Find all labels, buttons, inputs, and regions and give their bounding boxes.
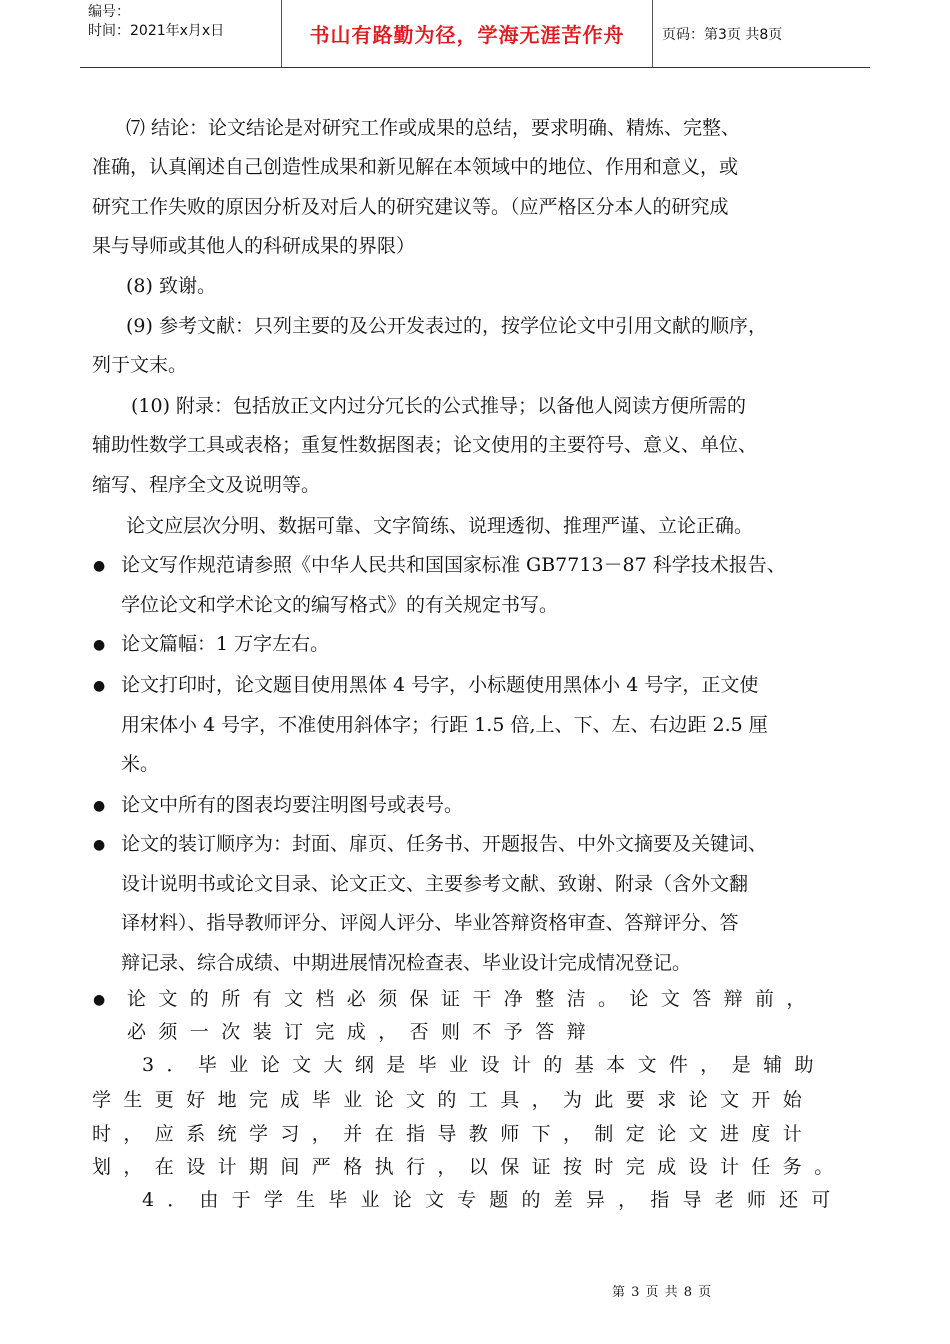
text-line: 米。 xyxy=(121,753,160,775)
text-line: 必须一次装订完成，否则不予答辩 xyxy=(127,1021,599,1043)
text-line: 论文的装订顺序为：封面、扉页、任务书、开题报告、中外文摘要及关键词、 xyxy=(121,833,768,855)
text-line: 论文打印时，论文题目使用黑体 4 号字，小标题使用黑体小 4 号字，正文使 xyxy=(121,674,759,696)
text-line: 论文篇幅：1 万字左右。 xyxy=(121,633,330,655)
header-meta xyxy=(80,0,280,67)
header-motto xyxy=(281,0,653,67)
motto-text: 书山有路勤为径，学海无涯苦作舟 xyxy=(309,23,625,47)
text-line: 论文中所有的图表均要注明图号或表号。 xyxy=(121,794,464,816)
text-line: (10) 附录：包括放正文内过分冗长的公式推导；以备他人阅读方便所需的 xyxy=(131,395,747,417)
text-line: 译材料）、指导教师评分、评阅人评分、毕业答辩资格审查、答辩评分、答 xyxy=(121,912,739,934)
text-line: 4．由于学生毕业论文专题的差异，指导老师还可 xyxy=(142,1189,844,1211)
text-line: 准确，认真阐述自己创造性成果和新见解在本领域中的地位、作用和意义，或 xyxy=(92,156,739,178)
bullet-icon: ● xyxy=(93,798,106,814)
bullet-icon: ● xyxy=(93,992,106,1008)
text-line: 用宋体小 4 号字，不准使用斜体字；行距 1.5 倍,上、下、左、右边距 2.5 厘 xyxy=(121,714,768,736)
text-line: 设计说明书或论文目录、论文正文、主要参考文献、致谢、附录（含外文翻 xyxy=(121,873,749,895)
date-label: 时间：2021年x月x日 xyxy=(88,23,225,39)
text-line: 研究工作失败的原因分析及对后人的研究建议等。（应严格区分本人的研究成 xyxy=(92,196,729,218)
bullet-icon: ● xyxy=(93,678,106,694)
text-line: 辅助性数学工具或表格；重复性数据图表；论文使用的主要符号、意义、单位、 xyxy=(92,434,758,456)
page-footer: 第 3 页 共 8 页 xyxy=(612,1285,713,1300)
text-line: 果与导师或其他人的科研成果的界限） xyxy=(92,235,416,257)
bullet-icon: ● xyxy=(93,837,106,853)
page-header xyxy=(80,0,870,68)
bullet-icon: ● xyxy=(93,637,106,653)
text-line: 时，应系统学习，并在指导教师下，制定论文进度计 xyxy=(92,1123,815,1145)
bullet-icon: ● xyxy=(93,558,106,574)
text-line: 缩写、程序全文及说明等。 xyxy=(92,474,321,496)
text-line: 辩记录、综合成绩、中期进展情况检查表、毕业设计完成情况登记。 xyxy=(121,952,692,974)
text-line: 学生更好地完成毕业论文的工具，为此要求论文开始 xyxy=(92,1089,815,1111)
text-line: (9) 参考文献：只列主要的及公开发表过的，按学位论文中引用文献的顺序， xyxy=(126,315,767,337)
text-line: 论文应层次分明、数据可靠、文字简练、说理透彻、推理严谨、立论正确。 xyxy=(126,515,754,537)
text-line: 论文的所有文档必须保证干净整洁。论文答辩前， xyxy=(127,988,818,1010)
text-line: 学位论文和学术论文的编写格式》的有关规定书写。 xyxy=(121,594,559,616)
text-line: 划，在设计期间严格执行，以保证按时完成设计任务。 xyxy=(92,1156,846,1178)
text-line: (8) 致谢。 xyxy=(126,275,216,297)
text-line: 论文写作规范请参照《中华人民共和国国家标准 GB7713－87 科学技术报告、 xyxy=(121,554,786,576)
text-line: 3．毕业论文大纲是毕业设计的基本文件，是辅助 xyxy=(142,1054,826,1076)
text-line: ⑺ 结论：论文结论是对研究工作或成果的总结，要求明确、精炼、完整、 xyxy=(126,117,741,139)
number-label: 编号： xyxy=(88,4,130,20)
text-line: 列于文末。 xyxy=(92,354,188,376)
page-info: 页码：第3页 共8页 xyxy=(662,27,783,43)
